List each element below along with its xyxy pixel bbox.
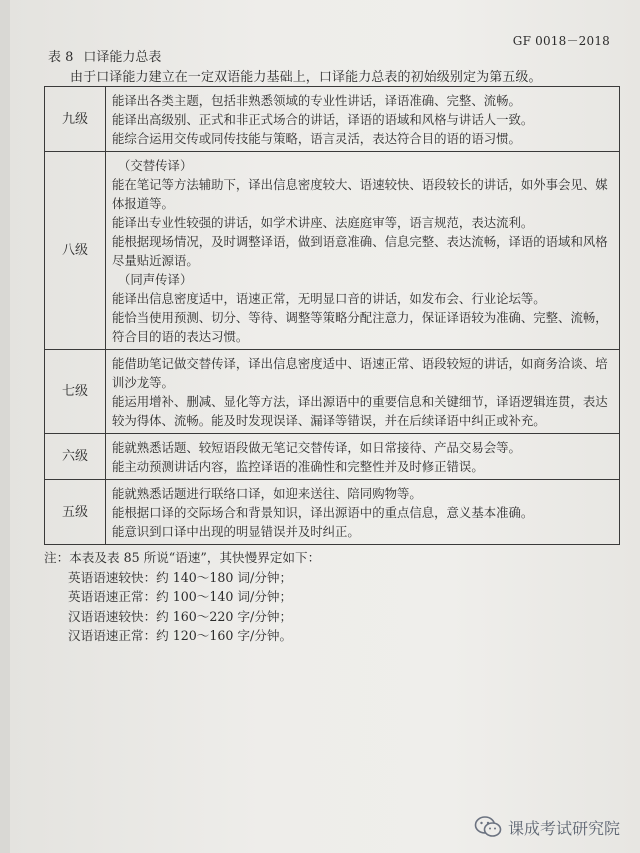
table-name: 口译能力总表: [83, 50, 162, 65]
table-row-level-8: [45, 152, 620, 350]
description-line: 能运用增补、删减、显化等方法，译出源语中的重要信息和关键细节，译语逻辑连贯，表达较为得体、流畅。能及时发现误译、漏译等错误，并在后续译语中纠正或补充。: [112, 394, 608, 428]
level-cell: 七级: [45, 350, 106, 434]
description-cell: [106, 480, 620, 545]
description-line: 能译出各类主题，包括非熟悉领域的专业性讲话，译语准确、完整、流畅。: [112, 93, 521, 108]
document-page: [10, 0, 640, 853]
table-row-level-5: [45, 480, 620, 545]
note-item: 英语语速正常：约 100～140 词/分钟；: [68, 589, 293, 604]
description-line: 能译出信息密度适中，语速正常，无明显口音的讲话，如发布会、行业论坛等。: [112, 291, 546, 306]
consecutive-interpreting-heading: （交替传译）: [118, 158, 193, 173]
table-notes: [44, 548, 320, 646]
notes-intro: 注：本表及表 85 所说“语速”，其快慢界定如下：: [44, 550, 321, 565]
level-cell: 五级: [45, 480, 106, 545]
description-line: 能在笔记等方法辅助下，译出信息密度较大、语速较快、语段较长的讲话，如外事会见、媒体报道等。: [112, 177, 608, 211]
description-cell: [106, 87, 620, 152]
description-line: 能就熟悉话题进行联络口译，如迎来送往、陪同购物等。: [112, 486, 422, 501]
interpreting-ability-table: [44, 86, 620, 545]
watermark-text: 课成考试研究院: [507, 818, 620, 838]
note-item: 英语语速较快：约 140～180 词/分钟；: [68, 569, 293, 585]
note-item: 汉语语速较快：约 160～220 字/分钟；: [68, 608, 293, 624]
description-line: 能根据现场情况，及时调整译语，做到语意准确、信息完整、表达流畅，译语的语域和风格尽量贴近源语。: [112, 234, 608, 268]
description-line: 能主动预测讲话内容，监控译语的准确性和完整性并及时修正错误。: [112, 459, 484, 474]
table-row-level-6: [45, 434, 620, 480]
description-line: 能译出高级别、正式和非正式场合的讲话，译语的语域和风格与讲话人一致。: [112, 112, 534, 127]
table-row-level-7: [45, 350, 620, 434]
table-row-level-9: [45, 87, 620, 152]
description-line: 能借助笔记做交替传译，译出信息密度适中、语速正常、语段较短的讲话，如商务洽谈、培训沙龙等。: [112, 356, 608, 390]
description-line: 能恰当使用预测、切分、等待、调整等策略分配注意力，保证译语较为准确、完整、流畅，符合目的语的表达习惯。: [112, 310, 608, 344]
description-line: 能综合运用交传或同传技能与策略，语言灵活，表达符合目的语的语习惯。: [112, 131, 521, 146]
document-code: GF 0018－2018: [512, 34, 610, 48]
description-line: 能意识到口译中出现的明显错误并及时纠正。: [112, 524, 360, 539]
wechat-icon: [474, 815, 502, 839]
table-intro: 由于口译能力建立在一定双语能力基础上，口译能力总表的初始级别定为第五级。: [70, 70, 542, 85]
table-caption: [48, 46, 161, 65]
description-line: 能译出专业性较强的讲话，如学术讲座、法庭庭审等，语言规范，表达流利。: [112, 215, 534, 230]
description-cell: [106, 152, 620, 350]
level-cell: 八级: [45, 152, 106, 350]
note-item: 汉语语速正常：约 120～160 字/分钟。: [68, 628, 293, 643]
simultaneous-interpreting-heading: （同声传译）: [118, 272, 193, 287]
description-cell: [106, 434, 620, 480]
description-line: 能就熟悉话题、较短语段做无笔记交替传译，如日常接待、产品交易会等。: [112, 440, 521, 455]
description-line: 能根据口译的交际场合和背景知识，译出源语中的重点信息，意义基本准确。: [112, 505, 534, 520]
description-cell: [106, 350, 620, 434]
table-number: 表 8: [48, 50, 74, 65]
watermark: [474, 815, 620, 839]
level-cell: 六级: [45, 434, 106, 480]
level-cell: 九级: [45, 87, 106, 152]
